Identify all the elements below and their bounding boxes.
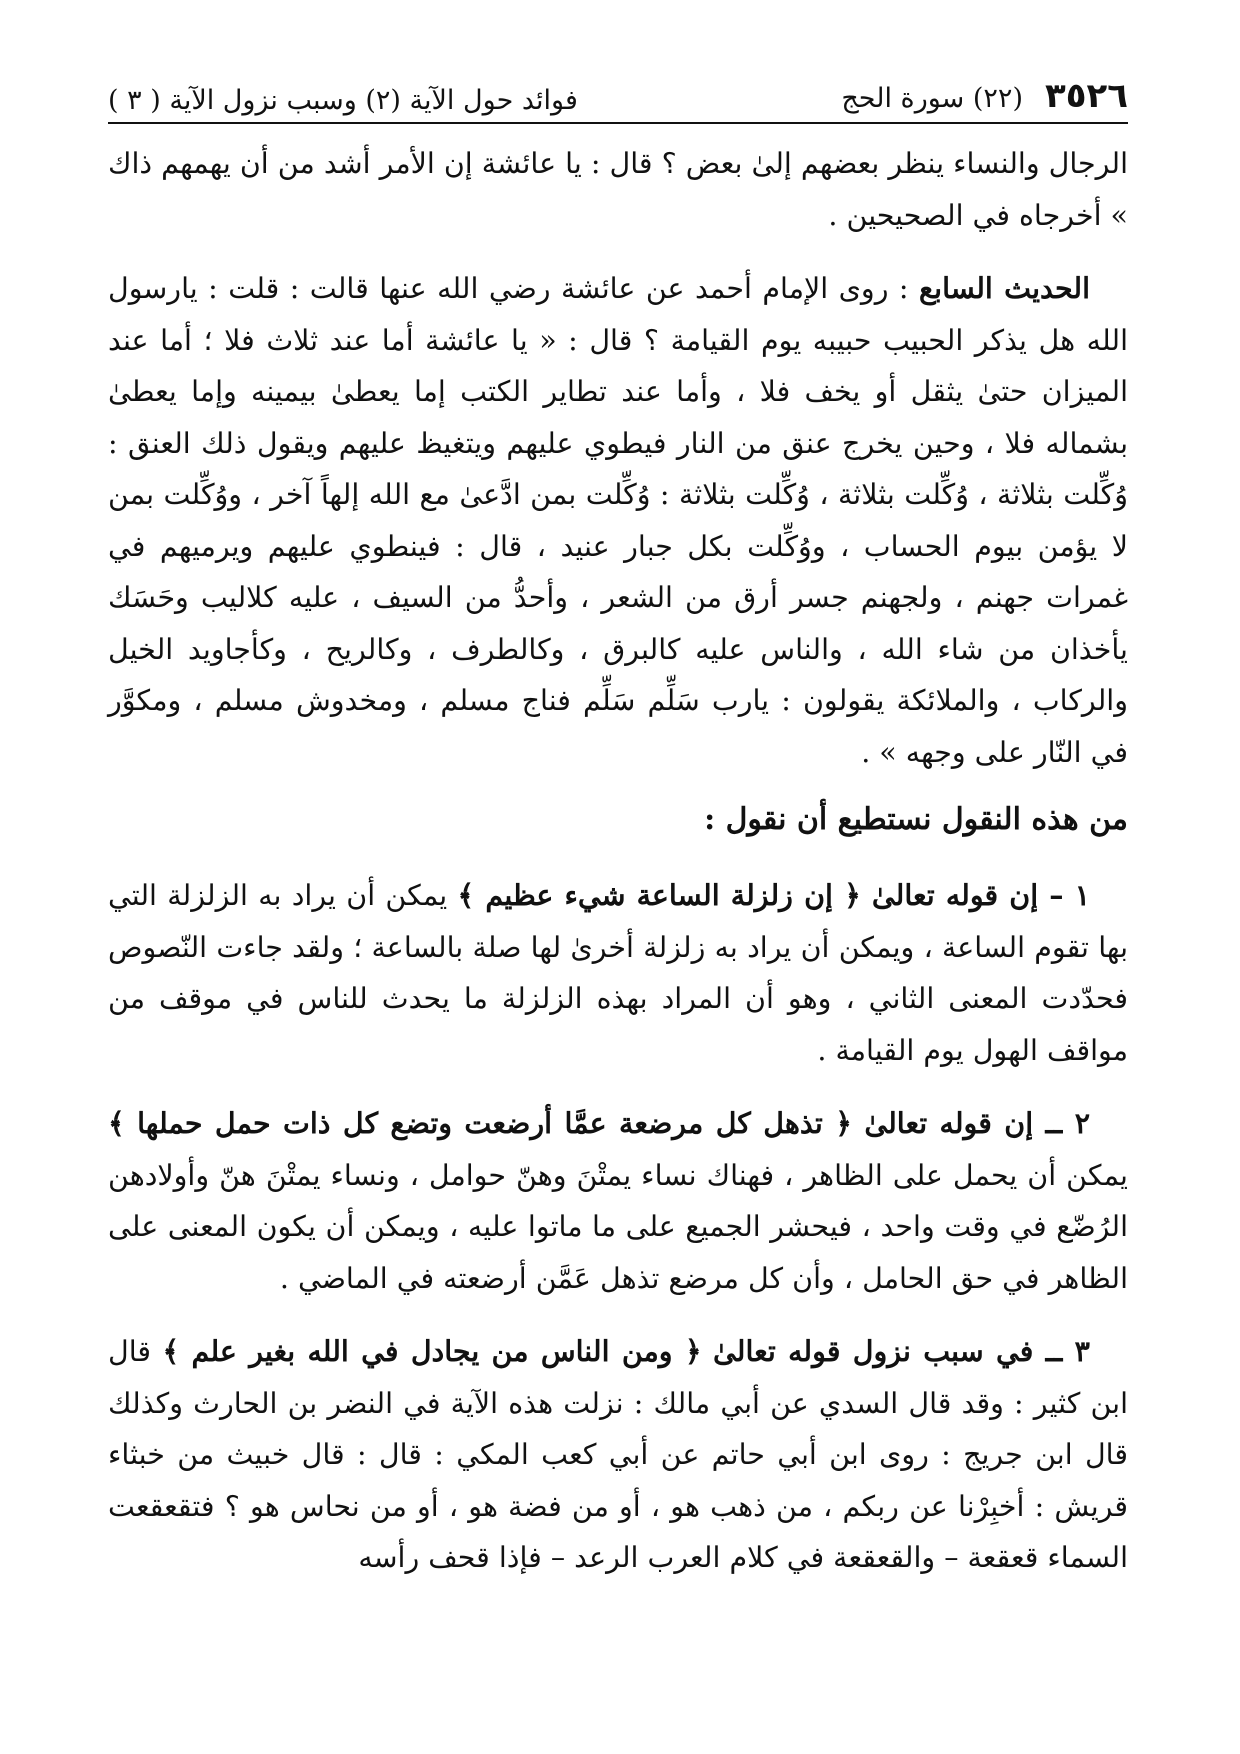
page-body (108, 138, 1128, 1584)
hadith-7-text: : روى الإمام أحمد عن عائشة رضي الله عنها قالت : قلت : يارسول الله هل يذكر الحبيب حبيبه يوم القيامة ؟ قال : « يا عائشة أما عند ثلاث فلا ؛ أما عند الميزان حتىٰ يثقل أو يخف فلا ، وأما عند تطاير الكتب إما يعطىٰ بيمينه وإما يعطىٰ بشماله فلا ، وحين يخرج عنق من النار فيطوي عليهم ويتغيظ عليهم ويقول ذلك العنق : وُكِّلت بثلاثة ، وُكِّلت بثلاثة ، وُكِّلت بثلاثة : وُكِّلت بمن ادَّعىٰ مع الله إلهاً آخر ، ووُكِّلت بمن لا يؤمن بيوم الحساب ، ووُكِّلت بكل جبار عنيد ، قال : فينطوي عليهم ويرميهم في غمرات جهنم ، ولجهنم جسر أرق من الشعر ، وأحدُّ من السيف ، عليه كلاليب وحَسَك يأخذان من شاء الله ، والناس عليه كالبرق ، وكالطرف ، وكالريح ، وكأجاويد الخيل والركاب ، والملائكة يقولون : يارب سَلِّم سَلِّم فناج مسلم ، ومخدوش مسلم ، ومكوَّر في النّار على وجهه » . (108, 272, 1128, 769)
paragraph-hadith-7 (108, 263, 1128, 778)
point-3-text: قال ابن كثير : وقد قال السدي عن أبي مالك : نزلت هذه الآية في النضر بن الحارث وكذلك قال ابن جريج : روى ابن أبي حاتم عن أبي كعب المكي : قال : قال خبيث من خبثاء قريش : أخبِرْنا عن ربكم ، من ذهب هو ، أو من فضة هو ، أو من نحاس هو ؟ فتقعقعت السماء قعقعة – والقعقعة في كلام العرب الرعد – فإذا قحف رأسه (108, 1335, 1128, 1574)
point-1-text: يمكن أن يراد به الزلزلة التي بها تقوم الساعة ، ويمكن أن يراد به زلزلة أخرىٰ لها صلة بالساعة ؛ ولقد جاءت النّصوص فحدّدت المعنى الثاني ، وهو أن المراد بهذه الزلزلة ما يحدث للناس في موقف من مواقف الهول يوم القيامة . (108, 879, 1128, 1067)
section-heading: من هذه النقول نستطيع أن نقول : (704, 802, 1128, 837)
point-1 (108, 870, 1128, 1076)
surah-title: (٢٢) سورة الحج (841, 83, 1023, 114)
paragraph-1 (108, 138, 1128, 241)
hadith-7-title: الحديث السابع (919, 271, 1091, 305)
paragraph-1-text: الرجال والنساء ينظر بعضهم إلىٰ بعض ؟ قال : يا عائشة إن الأمر أشد من أن يهمهم ذاك » أخرجاه في الصحيحين . (108, 147, 1128, 232)
point-2-text: يمكن أن يحمل على الظاهر ، فهناك نساء يمتْنَ وهنّ حوامل ، ونساء يمتْنَ هنّ وأولادهن الرُضّع في وقت واحد ، فيحشر الجميع على ما ماتوا عليه ، ويمكن أن يكون المعنى على الظاهر في حق الحامل ، وأن كل مرضع تذهل عَمَّن أرضعته في الماضي . (108, 1158, 1128, 1295)
section-title: فوائد حول الآية (٢) وسبب نزول الآية ( ٣ ) (108, 85, 578, 116)
point-3-lead: ﴿ ومن الناس من يجادل في الله بغير علم ﴾ (162, 1334, 702, 1368)
page-header (108, 52, 1128, 124)
point-2-lead: ٢ ــ إن قوله تعالىٰ ﴿ تذهل كل مرضعة عمَّا أرضعت وتضع كل ذات حمل حملها ﴾ (108, 1106, 1090, 1140)
point-2 (108, 1098, 1128, 1304)
point-1-lead: ١ – إن قوله تعالىٰ ﴿ إن زلزلة الساعة شيء عظيم ﴾ (457, 878, 1091, 912)
header-right (841, 76, 1128, 116)
page-number: ٣٥٢٦ (1044, 76, 1128, 116)
point-3 (108, 1326, 1128, 1584)
point-3-pre: ٣ ــ في سبب نزول قوله تعالىٰ (713, 1334, 1090, 1368)
book-page (108, 52, 1128, 1712)
